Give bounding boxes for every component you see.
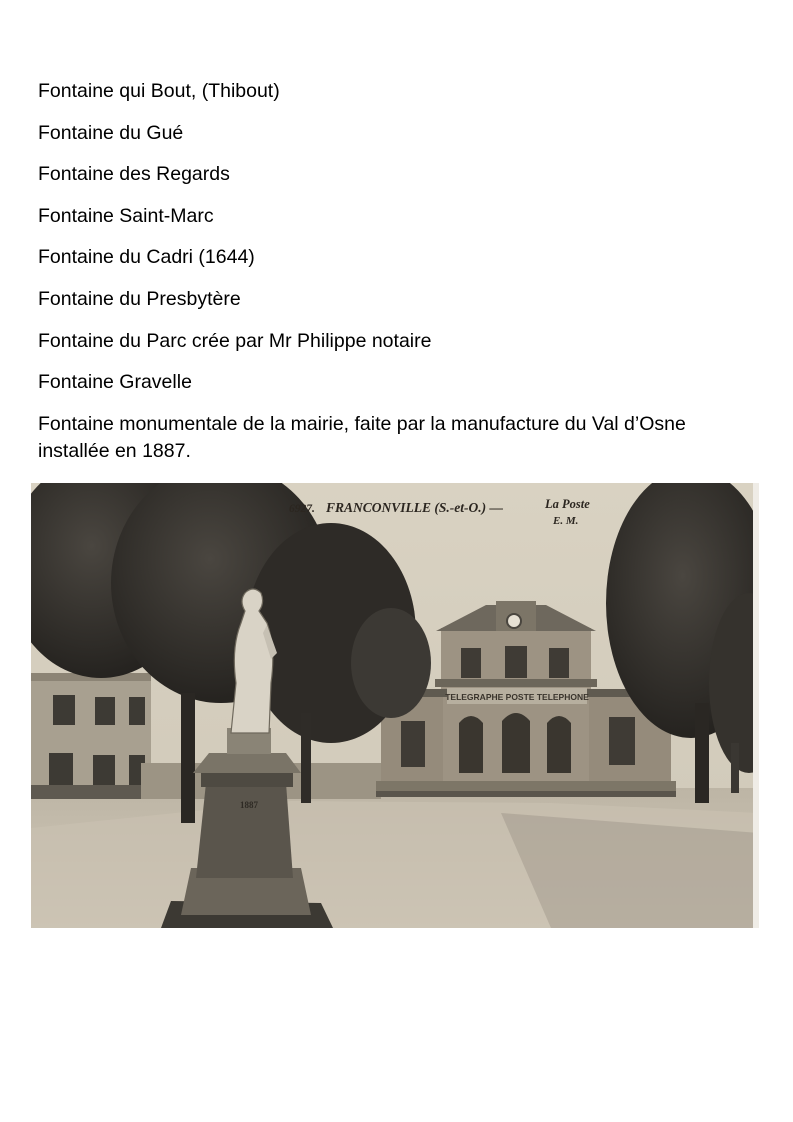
list-item: Fontaine du Parc crée par Mr Philippe notaire	[38, 329, 432, 352]
list-item: Fontaine du Gué	[38, 121, 184, 144]
postcard-subject: La Poste	[545, 497, 590, 511]
postcard-publisher: E. M.	[553, 515, 579, 527]
list-item: Fontaine qui Bout, (Thibout)	[38, 80, 280, 102]
fountain-list	[38, 78, 758, 465]
list-item: Fontaine du Presbytère	[38, 287, 241, 310]
postcard-number: 6927.	[289, 503, 315, 515]
building-sign-text: TELEGRAPHE POSTE TELEPHONE	[445, 692, 589, 702]
list-item-monumental: Fontaine monumentale de la mairie, faite par la manufacture du Val d’Osne installée en 1887.	[38, 412, 686, 462]
list-item: Fontaine du Cadri (1644)	[38, 246, 255, 269]
postcard-place: FRANCONVILLE (S.-et-O.) —	[326, 500, 504, 515]
list-item: Fontaine Gravelle	[38, 371, 192, 394]
list-item: Fontaine des Regards	[38, 163, 230, 186]
pedestal-year: 1887	[240, 800, 258, 810]
list-item: Fontaine Saint-Marc	[38, 204, 214, 227]
postcard-photo	[31, 483, 759, 928]
